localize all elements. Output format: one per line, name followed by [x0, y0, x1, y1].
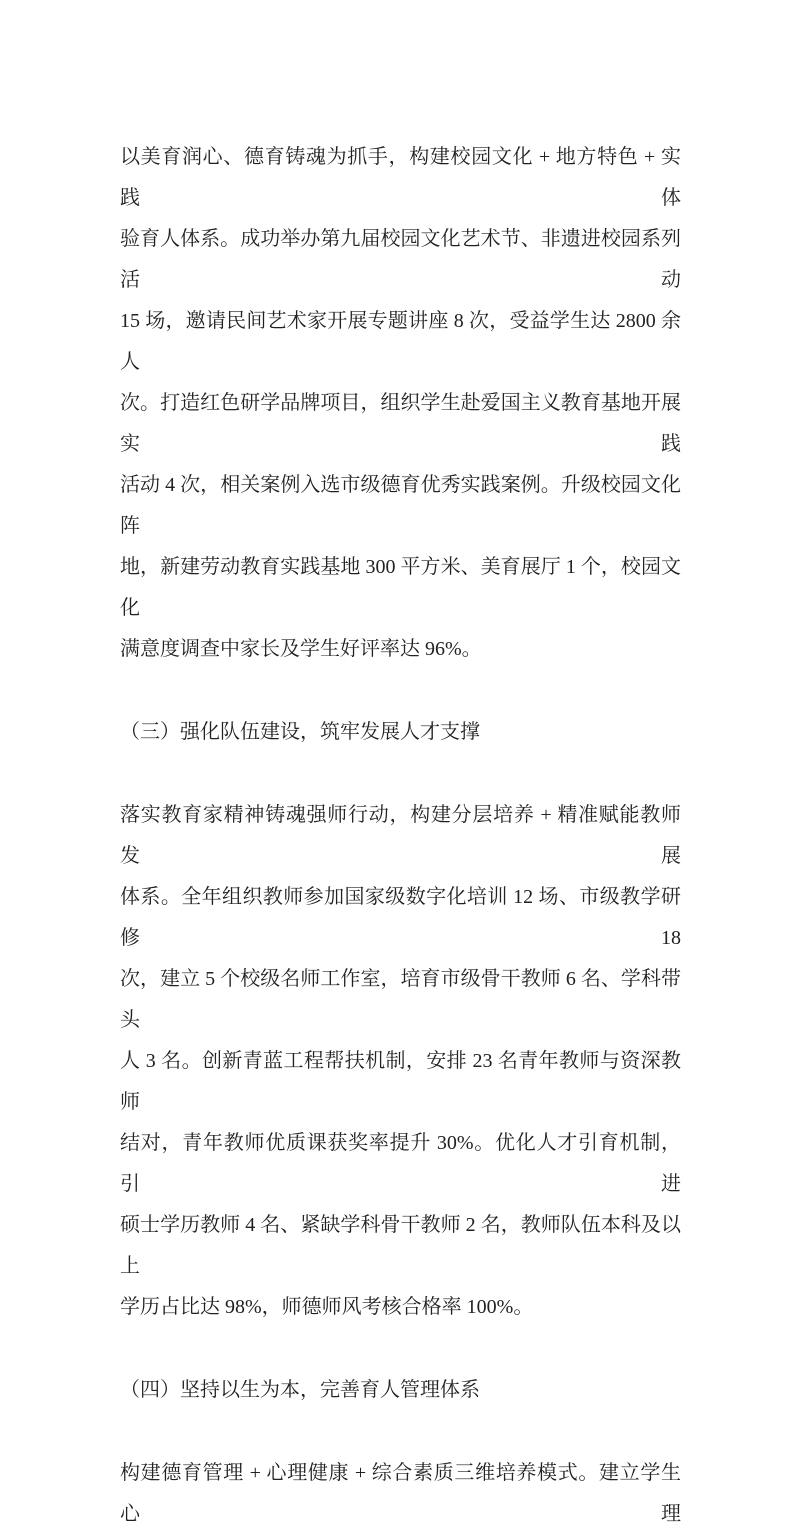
paragraph-line: 次。打造红色研学品牌项目，组织学生赴爱国主义教育基地开展实践 [120, 392, 681, 455]
paragraph-line: 硕士学历教师 4 名、紧缺学科骨干教师 2 名，教师队伍本科及以上 [120, 1214, 681, 1277]
paragraph-line: 15 场，邀请民间艺术家开展专题讲座 8 次，受益学生达 2800 余人 [120, 310, 681, 373]
paragraph-line: 满意度调查中家长及学生好评率达 96%。 [120, 638, 482, 660]
section-heading-3-text: （三）强化队伍建设，筑牢发展人才支撑 [120, 721, 480, 743]
paragraph-line: 构建德育管理 + 心理健康 + 综合素质三维培养模式。建立学生心理 [120, 1462, 681, 1525]
paragraph-line: 地，新建劳动教育实践基地 300 平方米、美育展厅 1 个，校园文化 [120, 556, 681, 619]
paragraph-line: 落实教育家精神铸魂强师行动，构建分层培养 + 精准赋能教师发展 [120, 804, 681, 867]
paragraph-line: 结对，青年教师优质课获奖率提升 30%。优化人才引育机制，引进 [120, 1132, 681, 1195]
section-heading-3 [120, 712, 681, 753]
paragraph-student-management [120, 1453, 681, 1535]
paragraph-line: 验育人体系。成功举办第九届校园文化艺术节、非遗进校园系列活动 [120, 228, 681, 291]
paragraph-line: 以美育润心、德育铸魂为抓手，构建校园文化 + 地方特色 + 实践体 [120, 146, 681, 209]
paragraph-line: 次，建立 5 个校级名师工作室，培育市级骨干教师 6 名、学科带头 [120, 968, 681, 1031]
paragraph-line: 人 3 名。创新青蓝工程帮扶机制，安排 23 名青年教师与资深教师 [120, 1050, 681, 1113]
section-heading-4 [120, 1370, 681, 1411]
paragraph-art-education [120, 137, 681, 670]
paragraph-line: 学历占比达 98%，师德师风考核合格率 100%。 [120, 1296, 534, 1318]
paragraph-line: 体系。全年组织教师参加国家级数字化培训 12 场、市级教学研修 18 [120, 886, 681, 949]
paragraph-line: 活动 4 次，相关案例入选市级德育优秀实践案例。升级校园文化阵 [120, 474, 681, 537]
paragraph-teacher-team [120, 795, 681, 1328]
section-heading-4-text: （四）坚持以生为本，完善育人管理体系 [120, 1379, 480, 1401]
